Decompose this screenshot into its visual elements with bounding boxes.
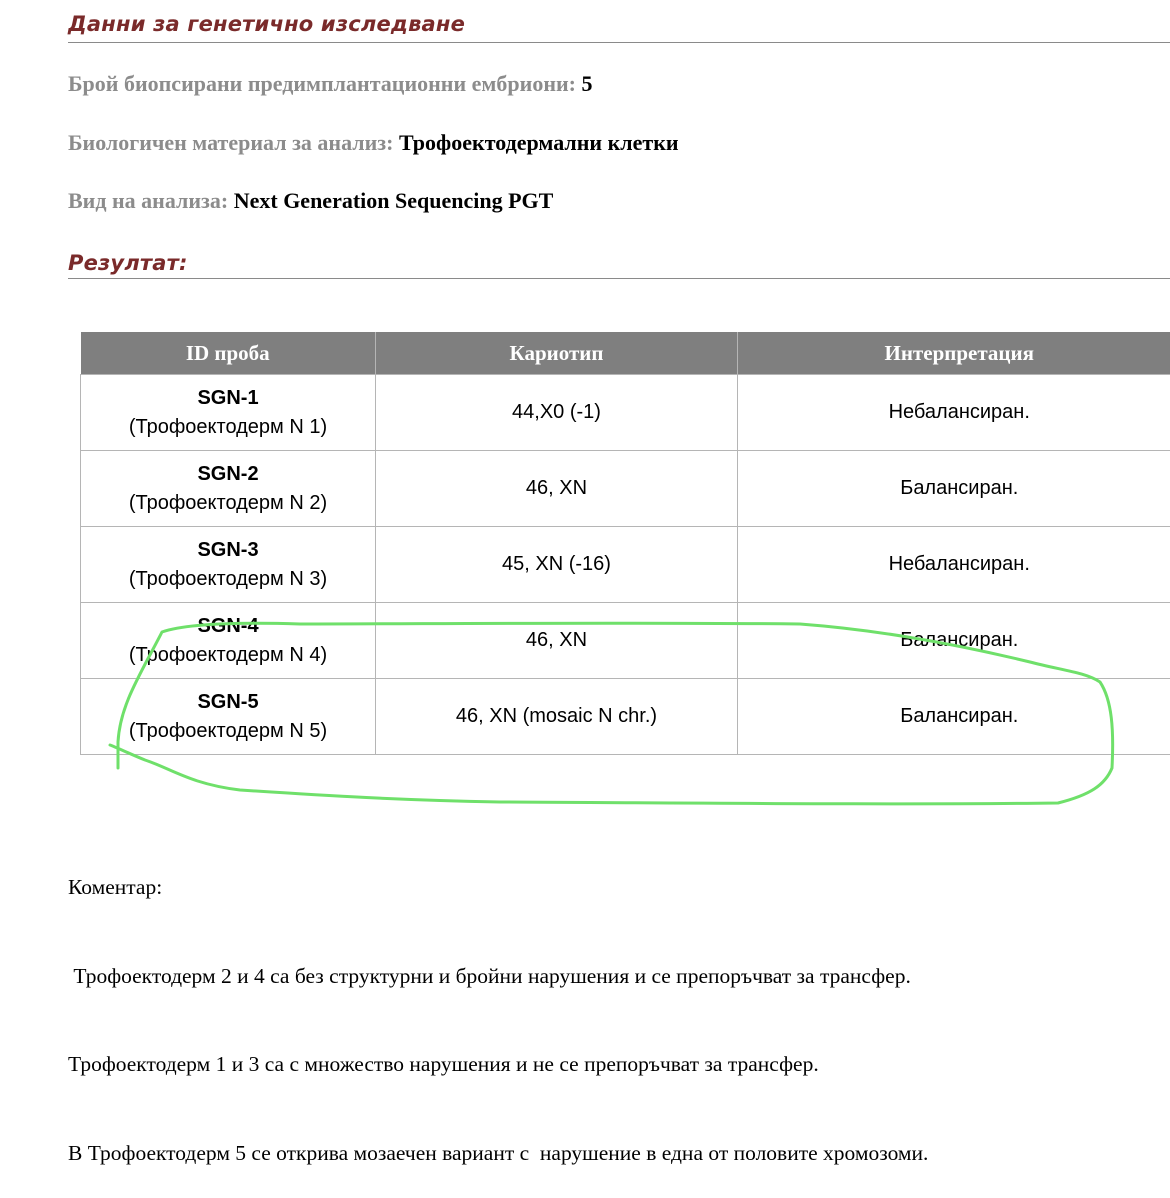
analysis-type-label: Вид на анализа:	[68, 188, 234, 213]
header-interpretation: Интерпретация	[738, 332, 1170, 375]
divider	[68, 278, 1170, 279]
material-field	[68, 130, 679, 156]
cell-karyotype: 46, XN	[376, 603, 738, 679]
table-row	[81, 603, 1170, 679]
cell-id	[81, 603, 376, 679]
header-id: ID проба	[81, 332, 376, 375]
cell-karyotype: 45, XN (-16)	[376, 527, 738, 603]
sample-name: (Трофоектодерм N 5)	[81, 717, 375, 746]
cell-interpretation: Небалансиран.	[738, 527, 1170, 603]
cell-karyotype: 44,X0 (-1)	[376, 375, 738, 451]
section-title-result: Резултат:	[68, 251, 188, 275]
cell-interpretation: Небалансиран.	[738, 375, 1170, 451]
material-label: Биологичен материал за анализ:	[68, 130, 399, 155]
results-table	[80, 332, 1170, 755]
comment-block	[68, 814, 928, 1198]
cell-interpretation: Балансиран.	[738, 603, 1170, 679]
cell-interpretation: Балансиран.	[738, 451, 1170, 527]
sample-name: (Трофоектодерм N 4)	[81, 641, 375, 670]
table-row	[81, 451, 1170, 527]
header-karyotype: Кариотип	[376, 332, 738, 375]
sample-name: (Трофоектодерм N 3)	[81, 565, 375, 594]
cell-interpretation: Балансиран.	[738, 679, 1170, 755]
analysis-type-value: Next Generation Sequencing PGT	[234, 188, 554, 213]
sample-name: (Трофоектодерм N 1)	[81, 413, 375, 442]
table-row	[81, 527, 1170, 603]
table-row	[81, 679, 1170, 755]
table-row	[81, 375, 1170, 451]
cell-id	[81, 679, 376, 755]
sample-id: SGN-5	[81, 688, 375, 717]
embryo-count-value: 5	[582, 71, 593, 96]
comment-heading: Коментар:	[68, 873, 928, 903]
section-title-genetic-data: Данни за генетично изследване	[68, 12, 465, 36]
cell-karyotype: 46, XN (mosaic N chr.)	[376, 679, 738, 755]
sample-id: SGN-1	[81, 384, 375, 413]
cell-karyotype: 46, XN	[376, 451, 738, 527]
sample-name: (Трофоектодерм N 2)	[81, 489, 375, 518]
sample-id: SGN-2	[81, 460, 375, 489]
comment-line: Трофоектодерм 2 и 4 са без структурни и бройни нарушения и се препоръчват за трансфер.	[68, 962, 928, 992]
cell-id	[81, 527, 376, 603]
sample-id: SGN-3	[81, 536, 375, 565]
cell-id	[81, 451, 376, 527]
table-header-row	[81, 332, 1170, 375]
material-value: Трофоектодермални клетки	[399, 130, 679, 155]
cell-id	[81, 375, 376, 451]
sample-id: SGN-4	[81, 612, 375, 641]
comment-line: Трофоектодерм 1 и 3 са с множество нарушения и не се препоръчват за трансфер.	[68, 1050, 928, 1080]
analysis-type-field	[68, 188, 553, 214]
divider	[68, 42, 1170, 43]
embryo-count-field	[68, 71, 593, 97]
embryo-count-label: Брой биопсирани предимплантационни ембриони:	[68, 71, 582, 96]
comment-line: В Трофоектодерм 5 се открива мозаечен вариант с нарушение в една от половите хромозоми.	[68, 1139, 928, 1169]
